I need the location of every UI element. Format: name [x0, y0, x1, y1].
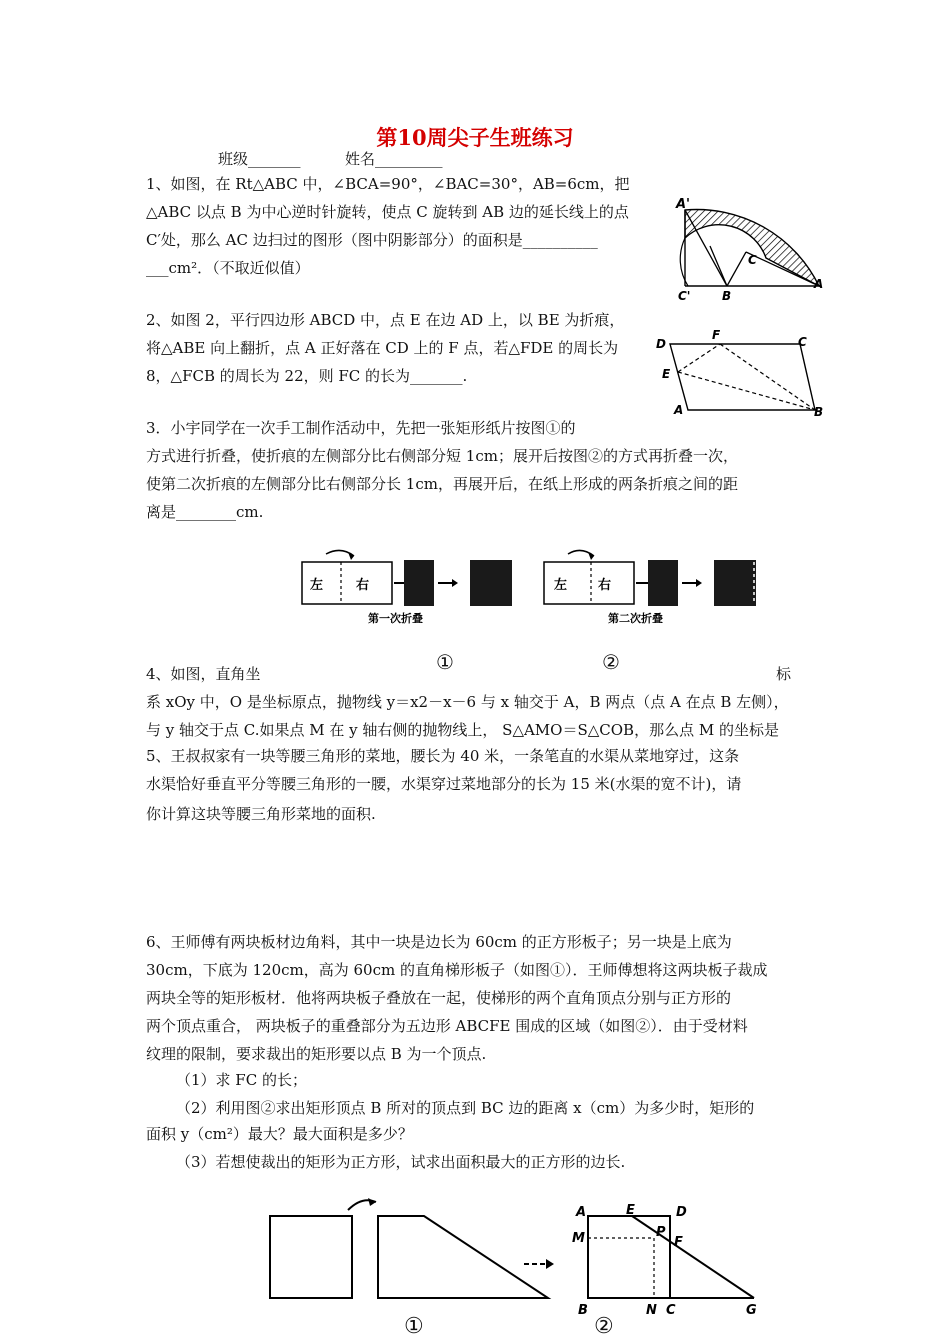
q6-fig-number-1: ①: [404, 1314, 424, 1339]
q6-line-2: 30cm，下底为 120cm，高为 60cm 的直角梯形板子（如图①）．王师傅想将这两块板子裁成: [146, 961, 768, 979]
q6-sub-2: （2）利用图②求出矩形顶点 B 所对的顶点到 BC 边的距离 x（cm）为多少时，矩形的: [176, 1099, 755, 1117]
q1-figure: [668, 190, 828, 305]
q6-label-d: D: [676, 1205, 687, 1220]
q1-line-4: ___cm²．（不取近似值）: [146, 259, 310, 277]
q6-label-a: A: [576, 1205, 587, 1220]
q2-line-2: 将△ABE 向上翻折，点 A 正好落在 CD 上的 F 点，若△FDE 的周长为: [146, 339, 619, 357]
q6-figure: [262, 1194, 782, 1319]
q6-sub-2-cont: 面积 y（cm²）最大？最大面积是多少？: [146, 1125, 413, 1143]
q4-line-1-end: 标: [776, 665, 792, 683]
q5-line-1: 5、王叔叔家有一块等腰三角形的菜地，腰长为 40 米，一条笔直的水渠从菜地穿过，这条: [146, 747, 740, 765]
q3-fig1-left-text: 左: [310, 578, 324, 593]
q2-label-a: A: [674, 403, 684, 417]
q2-line-1: 2、如图 2，平行四边形 ABCD 中，点 E 在边 AD 上，以 BE 为折痕，: [146, 311, 625, 329]
q1-label-a-prime: A': [676, 197, 691, 212]
q2-label-b: B: [814, 405, 824, 418]
q2-line-3: 8，△FCB 的周长为 22，则 FC 的长为_______.: [146, 367, 468, 385]
q4-line-2: 系 xOy 中，O 是坐标原点，抛物线 y＝x2－x－6 与 x 轴交于 A，B 两点（点 A 在点 B 左侧），: [146, 693, 789, 711]
q3-fig-number-1: ①: [436, 650, 454, 674]
q3-line-1: 3．小宇同学在一次手工制作活动中，先把一张矩形纸片按图①的: [146, 419, 576, 437]
q6-line-3: 两块全等的矩形板材．他将两块板子叠放在一起，使梯形的两个直角顶点分别与正方形的: [146, 989, 732, 1007]
class-label: 班级_______: [218, 150, 301, 168]
q6-line-4: 两个顶点重合， 两块板子的重叠部分为五边形 ABCFE 围成的区域（如图②）．由于受材料: [146, 1017, 748, 1035]
q1-label-a: A: [814, 277, 824, 291]
q3-fig-number-2: ②: [602, 650, 620, 674]
q6-label-f: F: [674, 1235, 683, 1250]
q3-fig2-right-text: 右: [598, 578, 612, 593]
q3-line-2: 方式进行折叠，使折痕的左侧部分比右侧部分短 1cm；展开后按图②的方式再折叠一次，: [146, 447, 738, 465]
q3-caption-2: 第二次折叠: [608, 612, 663, 625]
q6-label-e: E: [626, 1203, 635, 1218]
q1-line-2: △ABC 以点 B 为中心逆时针旋转，使点 C 旋转到 AB 边的延长线上的点: [146, 203, 629, 221]
q3-line-4: 离是________cm.: [146, 503, 264, 521]
q6-label-c: C: [666, 1303, 676, 1318]
q6-label-g: G: [746, 1303, 757, 1318]
q6-fig-number-2: ②: [594, 1314, 614, 1339]
q2-label-c: C: [798, 335, 807, 349]
q3-line-3: 使第二次折痕的左侧部分比右侧部分长 1cm，再展开后，在纸上形成的两条折痕之间的距: [146, 475, 738, 493]
q1-line-1: 1、如图，在 Rt△ABC 中，∠BCA=90°，∠BAC=30°，AB=6cm，把: [146, 175, 630, 193]
name-label: 姓名_________: [345, 150, 443, 168]
q1-label-c: C: [748, 253, 757, 267]
q6-sub-3: （3）若想使裁出的矩形为正方形，试求出面积最大的正方形的边长.: [176, 1153, 626, 1171]
q5-line-2: 水渠恰好垂直平分等腰三角形的一腰，水渠穿过菜地部分的长为 15 米(水渠的宽不计)，请: [146, 775, 742, 793]
q2-label-f: F: [712, 328, 721, 342]
q4-line-3: 与 y 轴交于点 C.如果点 M 在 y 轴右侧的抛物线上， S△AMO＝S△COB，那么点 M 的坐标是: [146, 721, 779, 739]
q6-line-5: 纹理的限制，要求裁出的矩形要以点 B 为一个顶点.: [146, 1045, 487, 1063]
q1-shaded-region: [685, 209, 819, 286]
q6-label-b: B: [578, 1303, 588, 1318]
q1-label-b: B: [722, 289, 732, 303]
q3-fig2-left-text: 左: [554, 578, 568, 593]
q2-figure: [650, 326, 830, 418]
q6-label-m: M: [572, 1231, 585, 1246]
q3-fig1-right-text: 右: [356, 578, 370, 593]
q6-label-p: P: [656, 1225, 666, 1240]
q1-label-c-prime: C': [678, 289, 691, 303]
q6-sub-1: （1）求 FC 的长；: [176, 1071, 307, 1089]
q1-line-3: C′处，那么 AC 边扫过的图形（图中阴影部分）的面积是__________: [146, 231, 598, 249]
q3-figure: [296, 540, 776, 630]
q3-caption-1: 第一次折叠: [368, 612, 423, 625]
q5-line-3: 你计算这块等腰三角形菜地的面积.: [146, 805, 376, 823]
page-title: 第10周尖子生班练习: [376, 125, 574, 150]
q2-label-d: D: [656, 337, 666, 351]
q2-label-e: E: [662, 367, 671, 381]
q6-label-n: N: [646, 1303, 657, 1318]
q6-line-1: 6、王师傅有两块板材边角料，其中一块是边长为 60cm 的正方形板子；另一块是上底为: [146, 933, 732, 951]
q4-line-1-start: 4、如图，直角坐: [146, 665, 261, 683]
